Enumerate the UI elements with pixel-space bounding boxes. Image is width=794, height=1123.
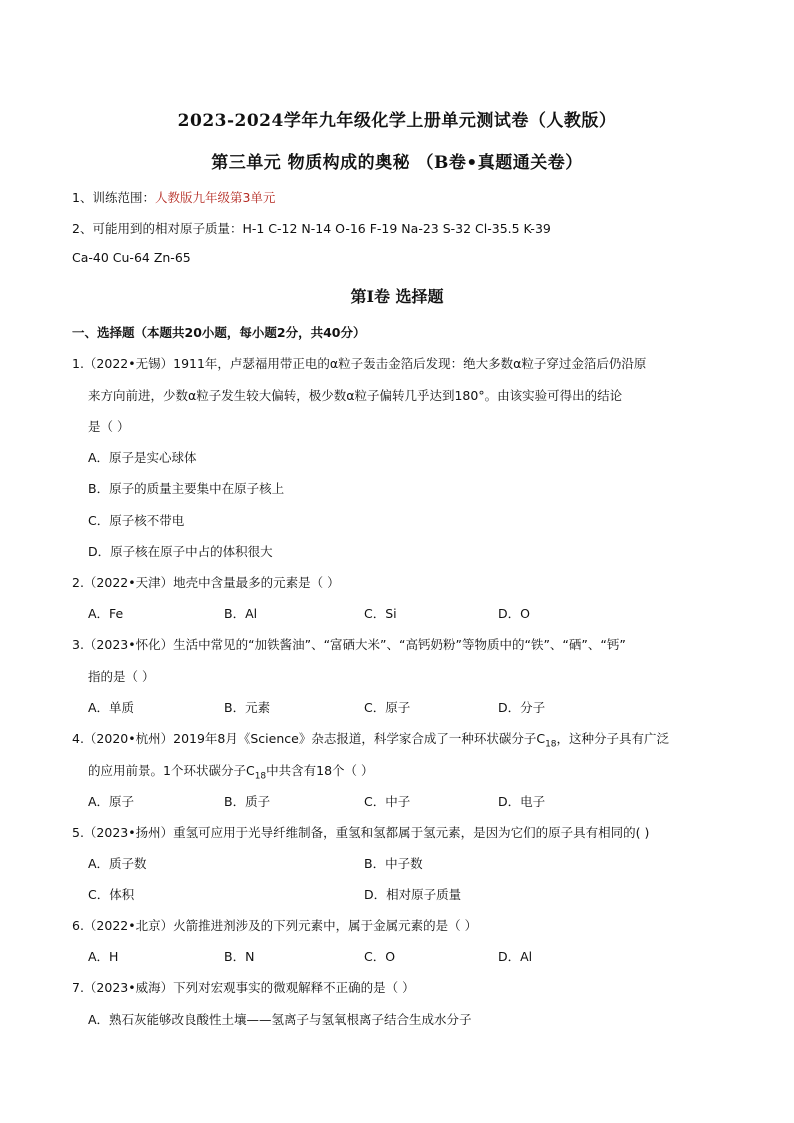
- section-title: 第Ⅰ卷 选择题: [350, 287, 444, 306]
- q4-text-d: 中共含有18个（ ）: [266, 763, 374, 778]
- q2-option-d: D．O: [498, 606, 530, 621]
- q6-option-c: C．O: [364, 949, 396, 964]
- q1-option-b: B．原子的质量主要集中在原子核上: [88, 481, 285, 496]
- q3-option-d: D．分子: [498, 700, 546, 715]
- q7-stem: 7.（2023•威海）下列对宏观事实的微观解释不正确的是（ ）: [72, 980, 415, 995]
- q5-option-a: A．质子数: [88, 856, 147, 871]
- q3-option-b: B．元素: [224, 700, 271, 715]
- q3-option-a: A．单质: [88, 700, 135, 715]
- q2-stem: 2.（2022•天津）地壳中含量最多的元素是（ ）: [72, 575, 340, 590]
- q6-option-b: B．N: [224, 949, 255, 964]
- q1-stem-line-1: 1.（2022•无锡）1911年，卢瑟福用带正电的α粒子轰击金箔后发现：绝大多数α粒子穿过金箔后仍沿原: [72, 356, 647, 371]
- q2-option-b: B．Al: [224, 606, 258, 621]
- scope-value: 人教版九年级第3单元: [154, 190, 276, 205]
- q6-option-a: A．H: [88, 949, 119, 964]
- q1-option-d: D．原子核在原子中占的体积很大: [88, 544, 273, 559]
- q4-text-b: ，这种分子具有广泛: [556, 731, 670, 746]
- q5-stem: 5.（2023•扬州）重氢可应用于光导纤维制备，重氢和氢都属于氢元素，是因为它们的原子具有相同的( ): [72, 825, 650, 840]
- q1-stem-line-2: 来方向前进，少数α粒子发生较大偏转，极少数α粒子偏转几乎达到180°。由该实验可得出的结论: [88, 388, 623, 403]
- q5-option-b: B．中子数: [364, 856, 423, 871]
- scope-line: [72, 188, 275, 206]
- q4-option-b: B．质子: [224, 794, 271, 809]
- q6-option-d: D．Al: [498, 949, 533, 964]
- q4-subscript: 18: [545, 739, 557, 750]
- q4-option-c: C．中子: [364, 794, 411, 809]
- q5-option-c: C．体积: [88, 887, 135, 902]
- q1-option-a: A．原子是实心球体: [88, 450, 197, 465]
- q2-option-a: A．Fe: [88, 606, 124, 621]
- q4-stem-line-1: [72, 729, 669, 750]
- q4-option-d: D．电子: [498, 794, 546, 809]
- q4-option-a: A．原子: [88, 794, 135, 809]
- q5-option-d: D．相对原子质量: [364, 887, 462, 902]
- q4-text-a: 4.（2020•杭州）2019年8月《Science》杂志报道，科学家合成了一种环状碳分子C: [72, 731, 546, 746]
- q6-stem: 6.（2022•北京）火箭推进剂涉及的下列元素中，属于金属元素的是（ ）: [72, 918, 478, 933]
- scope-label: 1、训练范围：: [72, 190, 155, 205]
- q4-stem-line-2: [88, 761, 374, 782]
- atomic-masses-line-2: Ca-40 Cu-64 Zn-65: [72, 250, 191, 265]
- q4-text-c: 的应用前景。1个环状碳分子C: [88, 763, 255, 778]
- q1-option-c: C．原子核不带电: [88, 513, 185, 528]
- q3-stem-line-1: 3.（2023•怀化）生活中常见的“加铁酱油”、“富硒大米”、“高钙奶粉”等物质中的“铁”、“硒”、“钙”: [72, 637, 626, 652]
- q2-option-c: C．Si: [364, 606, 397, 621]
- q3-stem-line-2: 指的是（ ）: [88, 669, 155, 684]
- atomic-masses-line-1: 2、可能用到的相对原子质量：H-1 C-12 N-14 O-16 F-19 Na-23 S-32 Cl-35.5 K-39: [72, 221, 551, 236]
- page-title: 2023-2024学年九年级化学上册单元测试卷（人教版）: [177, 111, 617, 131]
- q7-option-a: A．熟石灰能够改良酸性土壤——氢离子与氢氧根离子结合生成水分子: [88, 1012, 472, 1027]
- q4-subscript-2: 18: [254, 771, 267, 782]
- q3-option-c: C．原子: [364, 700, 411, 715]
- q1-stem-line-3: 是（ ）: [88, 419, 130, 434]
- page-subtitle: 第三单元 物质构成的奥秘 （B卷•真题通关卷）: [211, 153, 583, 173]
- part-heading: 一、选择题（本题共20小题，每小题2分，共40分）: [72, 325, 366, 340]
